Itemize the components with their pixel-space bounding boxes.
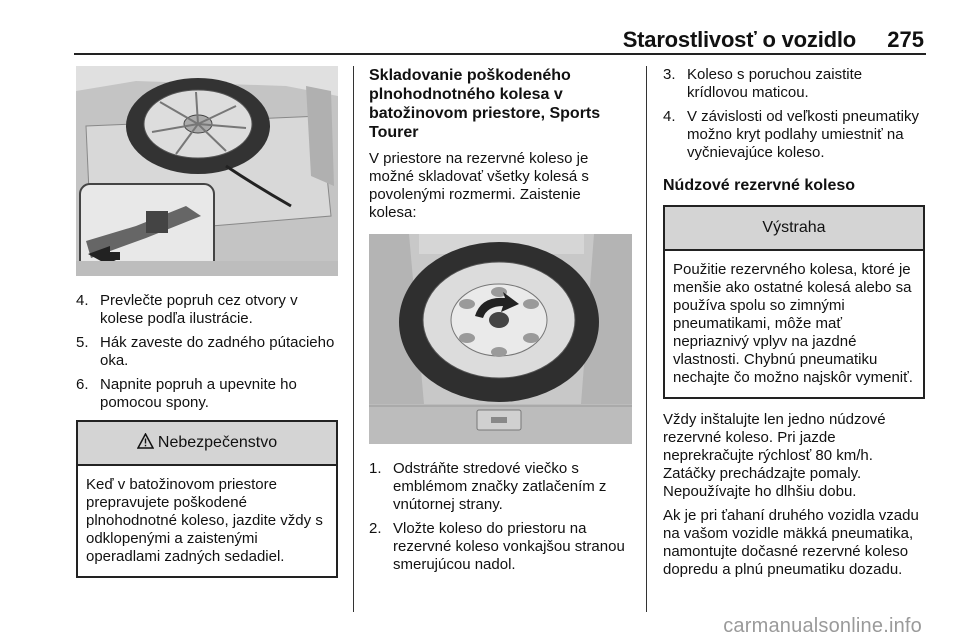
section-heading: Skladovanie poškodeného plnohodnotného kolesa v batožinovom priestore, Sports Tourer	[369, 67, 601, 141]
list-item	[76, 376, 338, 412]
step-number: 5.	[76, 334, 89, 351]
spare-storage-steps-list	[369, 460, 632, 574]
warning-text: Použitie rezervného kolesa, ktoré je menšie ako ostatné kolesá alebo sa používa spolu so zimnými pneumatikami, môže mať nepriaznivý vplyv na jazdné vlastnosti. Chybnú pneumatiku nechajte čo možno najskôr vymeniť.	[673, 261, 913, 386]
warning-triangle-icon	[137, 433, 154, 454]
step-text: Koleso s poruchou zaistite krídlovou maticou.	[687, 66, 863, 101]
paragraph: Vždy inštalujte len jedno núdzové rezervné koleso. Pri jazde neprekračujte rýchlosť 80 km/h. Zatáčky prechádzajte pomaly. Nepoužívajte ho dlhšiu dobu.	[663, 411, 886, 500]
header-rule	[74, 53, 926, 55]
step-text: V závislosti od veľkosti pneumatiky možno kryt podlahy umiestniť na vyčnievajúce koleso.	[687, 108, 919, 161]
step-text: Hák zaveste do zadného pútacieho oka.	[100, 334, 335, 369]
intro-paragraph: V priestore na rezervné koleso je možné skladovať všetky kolesá s povolenými rozmermi. Zaistenie kolesa:	[369, 150, 589, 221]
list-item	[76, 292, 338, 328]
column-divider-left	[353, 66, 354, 612]
danger-header	[78, 422, 336, 466]
list-item	[369, 520, 632, 574]
danger-box	[76, 420, 338, 578]
warning-box	[663, 205, 925, 399]
trunk-strap-drawing	[76, 66, 338, 276]
step-text: Prevlečte popruh cez otvory v kolese podľa ilustrácie.	[100, 292, 298, 327]
continued-steps-list	[663, 66, 925, 162]
list-item	[76, 334, 338, 370]
step-number: 4.	[663, 108, 676, 125]
warning-title: Výstraha	[665, 207, 923, 251]
step-number: 3.	[663, 66, 676, 83]
step-number: 4.	[76, 292, 89, 309]
page-title: Starostlivosť o vozidlo	[622, 27, 856, 52]
column-1	[76, 66, 338, 578]
spare-wheel-drawing	[369, 234, 632, 444]
emergency-spare-heading: Núdzové rezervné koleso	[663, 177, 856, 194]
list-item	[663, 108, 925, 162]
page-number: 275	[887, 27, 924, 52]
watermark: carmanualsonline.info	[723, 615, 922, 637]
danger-title: Nebezpečenstvo	[157, 434, 278, 451]
column-3	[663, 66, 925, 585]
step-text: Odstráňte stredové viečko s emblémom značky zatlačením z vnútornej strany.	[393, 460, 607, 513]
step-number: 2.	[369, 520, 382, 537]
step-number: 6.	[76, 376, 89, 393]
strap-steps-list	[76, 292, 338, 412]
step-text: Napnite popruh a upevnite ho pomocou spony.	[100, 376, 297, 411]
step-number: 1.	[369, 460, 382, 477]
list-item	[369, 460, 632, 514]
page-header	[0, 27, 960, 53]
step-text: Vložte koleso do priestoru na rezervné koleso vonkajšou stranou smerujúcou nadol.	[393, 520, 625, 573]
trunk-strap-illustration	[76, 66, 338, 276]
column-divider-right	[646, 66, 647, 612]
column-2	[369, 66, 632, 580]
list-item	[663, 66, 925, 102]
spare-wheel-well-illustration	[369, 234, 632, 444]
paragraph: Ak je pri ťahaní druhého vozidla vzadu na vašom vozidle mäkká pneumatika, namontujte dočasné rezervné koleso dopredu a plnú pneumatiku dozadu.	[663, 507, 919, 578]
danger-text: Keď v batožinovom priestore prepravujete poškodené plnohodnotné koleso, jazdite vždy s odklopenými a zaistenými operadlami zadných sedadiel.	[86, 476, 323, 565]
